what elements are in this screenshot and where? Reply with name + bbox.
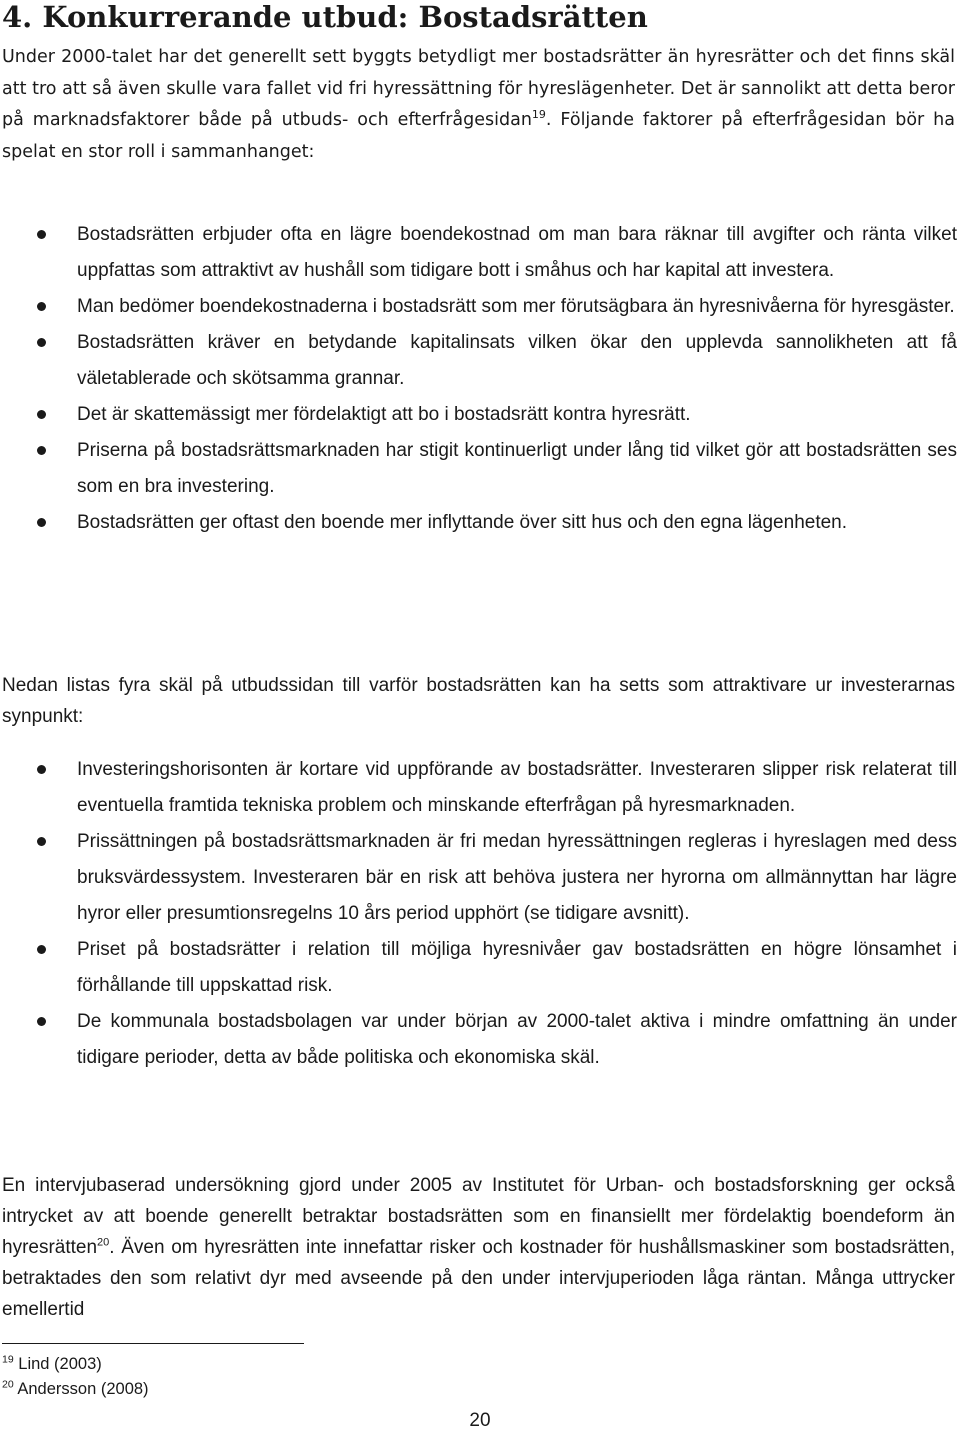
list-item: Prissättningen på bostadsrättsmarknaden är fri medan hyressättningen regleras i hyreslagen med dess bruksvärdessystem. Investeraren bär en risk att behöva justera ner hyrorna om allmännyttan har lägre hyror eller presumtionsregelns 10 års period upphört (se tidigare avsnitt). — [0, 824, 957, 932]
footnote-number: 20 — [2, 1378, 14, 1391]
intro-paragraph — [2, 42, 955, 168]
footnote-item — [2, 1352, 149, 1377]
list-item: Bostadsrätten ger oftast den boende mer inflyttande över sitt hus och den egna lägenheten. — [0, 505, 957, 541]
list-item: Priset på bostadsrätter i relation till möjliga hyresnivåer gav bostadsrätten en högre lönsamhet i förhållande till uppskattad risk. — [0, 932, 957, 1004]
bullet-icon — [37, 302, 46, 311]
closing-paragraph — [2, 1170, 955, 1325]
footnote-text: Lind (2003) — [18, 1355, 102, 1373]
footnote-divider — [2, 1343, 304, 1344]
intro-text-cont: . Följande faktorer på efterfrågesidan bör ha spelat en stor roll i sammanhanget: — [2, 110, 955, 162]
bullet-icon — [37, 230, 46, 239]
bullet-icon — [37, 837, 46, 846]
list-item: Investeringshorisonten är kortare vid uppförande av bostadsrätter. Investeraren slipper risk relaterat till eventuella framtida tekniska problem och minskande efterfrågan på hyresmarknaden. — [0, 752, 957, 824]
section-heading: 4. Konkurrerande utbud: Bostadsrätten — [2, 0, 648, 34]
list-item: De kommunala bostadsbolagen var under början av 2000-talet aktiva i mindre omfattning än under tidigare perioder, detta av både politiska och ekonomiska skäl. — [0, 1004, 957, 1076]
list-item: Bostadsrätten kräver en betydande kapitalinsats vilken ökar den upplevda sannolikheten att få väletablerade och skötsamma grannar. — [0, 325, 957, 397]
closing-text-cont: . Även om hyresrätten inte innefattar risker och kostnader för hushållsmaskiner som bostadsrätten, betraktades den som relativt dyr med avseende på den under intervjuperioden låga räntan. Många uttrycker emellertid — [2, 1237, 955, 1320]
closing-text: En intervjubaserad undersökning gjord under 2005 av Institutet för Urban- och bostadsforskning ger också intrycket av att boende generellt betraktar bostadsrätten som en finansiellt mer fördelaktig boendeform än hyresrätten — [2, 1175, 955, 1258]
bullet-icon — [37, 410, 46, 419]
list-item: Priserna på bostadsrättsmarknaden har stigit kontinuerligt under lång tid vilket gör att bostadsrätten ses som en bra investering. — [0, 433, 957, 505]
bullet-icon — [37, 518, 46, 527]
footnote-ref-19: 19 — [531, 108, 546, 122]
footnotes — [2, 1352, 149, 1402]
list-item: Bostadsrätten erbjuder ofta en lägre boendekostnad om man bara räknar till avgifter och ränta vilket uppfattas som attraktivt av hushåll som tidigare bott i småhus och har kapital att investera. — [0, 217, 957, 289]
bullet-icon — [37, 1017, 46, 1026]
footnote-item — [2, 1377, 149, 1402]
supply-reasons-list — [0, 752, 957, 1076]
page-number: 20 — [469, 1410, 491, 1431]
list-item: Man bedömer boendekostnaderna i bostadsrätt som mer förutsägbara än hyresnivåerna för hyresgäster. — [0, 289, 957, 325]
bullet-icon — [37, 765, 46, 774]
bullet-icon — [37, 945, 46, 954]
footnote-ref-20: 20 — [97, 1236, 110, 1249]
bullet-icon — [37, 338, 46, 347]
footnote-number: 19 — [2, 1353, 14, 1366]
intro-text: Under 2000-talet har det generellt sett byggts betydligt mer bostadsrätter än hyresrätter och det finns skäl att tro att så även skulle vara fallet vid fri hyressättning för hyreslägenheter. Det är sannolikt att detta beror på marknadsfaktorer både på utbuds- och efterfrågesidan — [2, 47, 955, 130]
demand-factors-list — [0, 217, 957, 541]
supply-intro-paragraph: Nedan listas fyra skäl på utbudssidan till varför bostadsrätten kan ha setts som attraktivare ur investerarnas synpunkt: — [2, 675, 955, 727]
bullet-icon — [37, 446, 46, 455]
list-item: Det är skattemässigt mer fördelaktigt att bo i bostadsrätt kontra hyresrätt. — [0, 397, 957, 433]
footnote-text: Andersson (2008) — [17, 1380, 149, 1398]
